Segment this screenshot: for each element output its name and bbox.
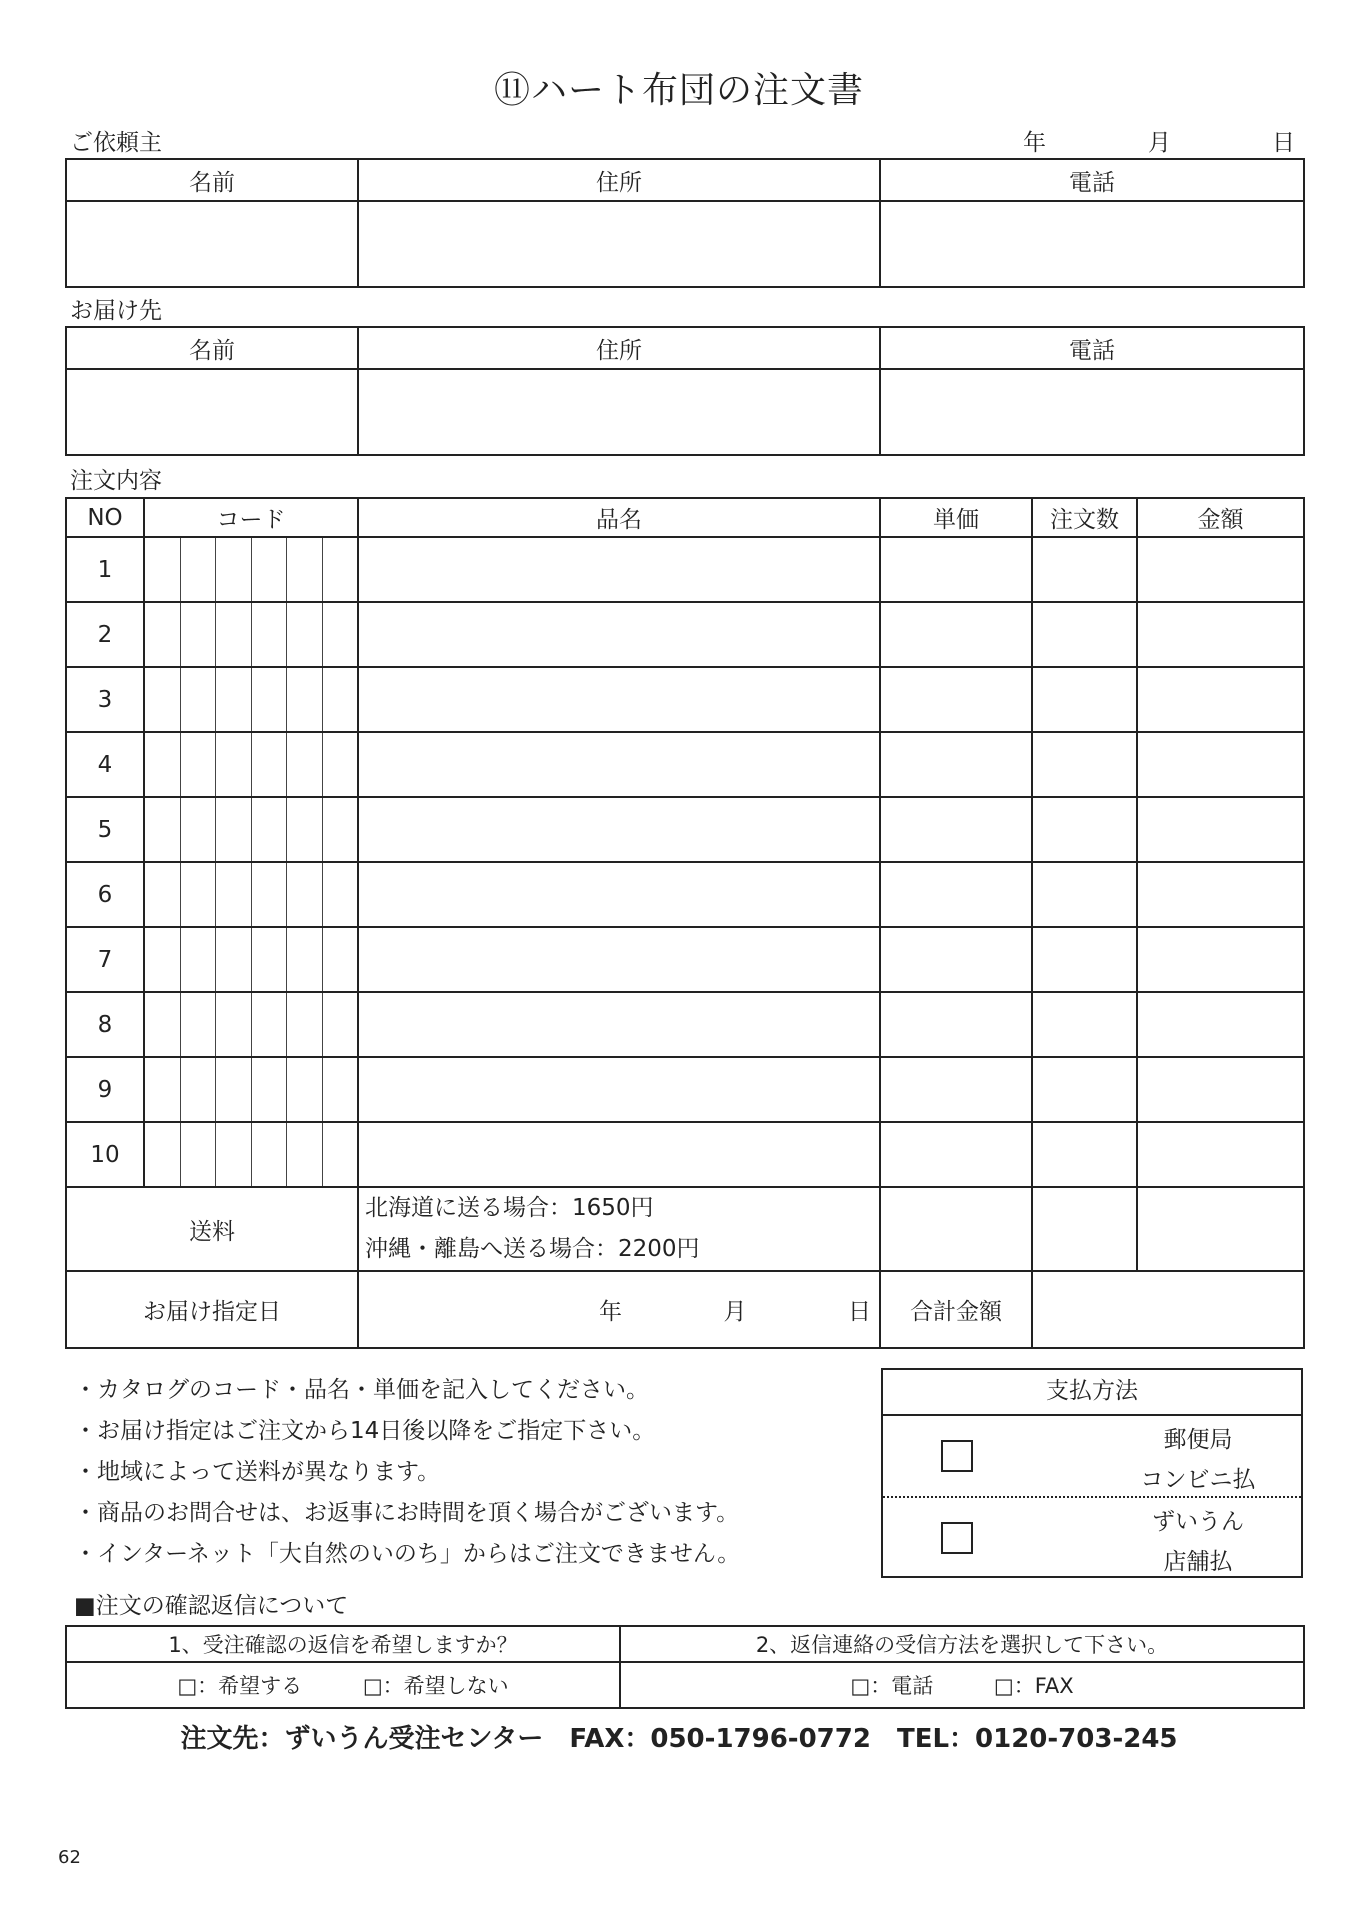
- code-digit-cell[interactable]: [181, 733, 217, 796]
- requester-name-header: 名前: [66, 159, 358, 201]
- order-row: [66, 1122, 1304, 1187]
- note-item: ・お届け指定はご注文から14日後以降をご指定下さい。: [74, 1418, 656, 1444]
- code-field[interactable]: [144, 537, 358, 602]
- requester-address-header: 住所: [358, 159, 880, 201]
- unit-price-field[interactable]: [880, 602, 1032, 667]
- code-digit-cell[interactable]: [252, 863, 288, 926]
- code-field[interactable]: [144, 732, 358, 797]
- payment-option-store: [883, 1498, 1301, 1578]
- row-number: 6: [66, 862, 144, 927]
- code-digit-cell[interactable]: [287, 538, 323, 601]
- code-digit-cell[interactable]: [216, 863, 252, 926]
- code-digit-cell[interactable]: [323, 798, 358, 861]
- reply-fax-option[interactable]: □：FAX: [993, 1674, 1074, 1698]
- item-name-field[interactable]: [358, 992, 880, 1057]
- code-digit-cell[interactable]: [216, 668, 252, 731]
- code-digit-cell[interactable]: [145, 928, 181, 991]
- delivery-date-year: 年: [599, 1299, 622, 1325]
- quantity-field[interactable]: [1032, 732, 1137, 797]
- shipping-info: [358, 1187, 880, 1271]
- code-digit-cell[interactable]: [181, 863, 217, 926]
- note-item: ・カタログのコード・品名・単価を記入してください。: [74, 1377, 649, 1403]
- order-row: [66, 992, 1304, 1057]
- quantity-field[interactable]: [1032, 537, 1137, 602]
- amount-field[interactable]: [1137, 1057, 1304, 1122]
- order-row: [66, 667, 1304, 732]
- unit-price-header: 単価: [880, 498, 1032, 537]
- item-header: 品名: [358, 498, 880, 537]
- confirmation-title: ■注文の確認返信について: [74, 1593, 349, 1619]
- total-label: 合計金額: [880, 1271, 1032, 1348]
- code-digit-cell[interactable]: [287, 668, 323, 731]
- code-field[interactable]: [144, 1122, 358, 1187]
- shipping-okinawa: 沖縄・離島へ送る場合：2200円: [365, 1236, 700, 1262]
- confirmation-table: [65, 1625, 1305, 1709]
- code-digit-cell[interactable]: [287, 928, 323, 991]
- item-name-field[interactable]: [358, 797, 880, 862]
- confirmation-q1-options: [66, 1662, 620, 1708]
- note-item: ・インターネット「大自然のいのち」からはご注文できません。: [74, 1541, 741, 1567]
- row-number: 9: [66, 1057, 144, 1122]
- delivery-phone-header: 電話: [880, 327, 1304, 369]
- requester-label: ご依頼主: [70, 130, 162, 156]
- shipping-label: 送料: [66, 1187, 358, 1271]
- reply-phone-option[interactable]: □：電話: [850, 1674, 934, 1698]
- shipping-amount-field[interactable]: [1137, 1187, 1304, 1271]
- delivery-date-field[interactable]: [358, 1271, 880, 1348]
- requester-phone-header: 電話: [880, 159, 1304, 201]
- unit-price-field[interactable]: [880, 992, 1032, 1057]
- order-row: [66, 1057, 1304, 1122]
- order-row: [66, 862, 1304, 927]
- code-digit-cell[interactable]: [323, 733, 358, 796]
- item-name-field[interactable]: [358, 667, 880, 732]
- row-number: 10: [66, 1122, 144, 1187]
- item-name-field[interactable]: [358, 732, 880, 797]
- code-digit-cell[interactable]: [145, 668, 181, 731]
- code-digit-cell[interactable]: [216, 1058, 252, 1121]
- confirmation-want-option[interactable]: □：希望する: [177, 1674, 303, 1698]
- row-number: 2: [66, 602, 144, 667]
- code-digit-cell[interactable]: [181, 603, 217, 666]
- shipping-unit-price-field[interactable]: [880, 1187, 1032, 1271]
- page-title: ⑪ハート布団の注文書: [493, 70, 864, 111]
- delivery-phone-field[interactable]: [880, 369, 1304, 455]
- row-number: 3: [66, 667, 144, 732]
- unit-price-field[interactable]: [880, 797, 1032, 862]
- code-digit-cell[interactable]: [252, 603, 288, 666]
- delivery-name-header: 名前: [66, 327, 358, 369]
- page-number: 62: [58, 1847, 81, 1868]
- amount-field[interactable]: [1137, 537, 1304, 602]
- quantity-field[interactable]: [1032, 1122, 1137, 1187]
- code-digit-cell[interactable]: [181, 928, 217, 991]
- code-digit-cell[interactable]: [252, 1123, 288, 1186]
- code-digit-cell[interactable]: [145, 538, 181, 601]
- payment-post-office-checkbox[interactable]: [941, 1440, 973, 1472]
- delivery-date-label: お届け指定日: [66, 1271, 358, 1348]
- unit-price-field[interactable]: [880, 732, 1032, 797]
- code-digit-cell[interactable]: [287, 798, 323, 861]
- item-name-field[interactable]: [358, 1122, 880, 1187]
- order-table: [65, 497, 1305, 1349]
- notes-list: [74, 1370, 740, 1575]
- requester-date-day: 日: [1272, 130, 1295, 156]
- code-digit-cell[interactable]: [252, 993, 288, 1056]
- requester-phone-field[interactable]: [880, 201, 1304, 287]
- code-digit-cell[interactable]: [145, 733, 181, 796]
- quantity-field[interactable]: [1032, 992, 1137, 1057]
- row-number: 7: [66, 927, 144, 992]
- requester-address-field[interactable]: [358, 201, 880, 287]
- code-digit-cell[interactable]: [252, 668, 288, 731]
- code-field[interactable]: [144, 1057, 358, 1122]
- amount-field[interactable]: [1137, 927, 1304, 992]
- code-digit-cell[interactable]: [145, 863, 181, 926]
- qty-header: 注文数: [1032, 498, 1137, 537]
- code-field[interactable]: [144, 667, 358, 732]
- code-digit-cell[interactable]: [181, 538, 217, 601]
- code-digit-cell[interactable]: [216, 993, 252, 1056]
- confirmation-q1: 1、受注確認の返信を希望しますか？: [66, 1626, 620, 1662]
- amount-field[interactable]: [1137, 1122, 1304, 1187]
- code-digit-cell[interactable]: [323, 1123, 358, 1186]
- delivery-address-field[interactable]: [358, 369, 880, 455]
- item-name-field[interactable]: [358, 1057, 880, 1122]
- code-field[interactable]: [144, 992, 358, 1057]
- code-digit-cell[interactable]: [181, 1058, 217, 1121]
- row-number: 8: [66, 992, 144, 1057]
- delivery-date-month: 月: [723, 1299, 747, 1325]
- amount-field[interactable]: [1137, 602, 1304, 667]
- quantity-field[interactable]: [1032, 862, 1137, 927]
- code-digit-cell[interactable]: [323, 538, 358, 601]
- order-row: [66, 732, 1304, 797]
- order-label: 注文内容: [70, 468, 162, 494]
- payment-option2-line1: ずいうん: [1152, 1509, 1244, 1535]
- payment-option-post-office: [883, 1416, 1301, 1498]
- code-digit-cell[interactable]: [287, 603, 323, 666]
- code-digit-cell[interactable]: [323, 603, 358, 666]
- payment-method-box: [881, 1368, 1303, 1578]
- unit-price-field[interactable]: [880, 1057, 1032, 1122]
- code-digit-cell[interactable]: [252, 733, 288, 796]
- confirmation-q2: 2、返信連絡の受信方法を選択して下さい。: [620, 1626, 1304, 1662]
- code-digit-cell[interactable]: [145, 603, 181, 666]
- code-digit-cell[interactable]: [252, 1058, 288, 1121]
- confirmation-not-want-option[interactable]: □：希望しない: [362, 1674, 509, 1698]
- amount-header: 金額: [1137, 498, 1304, 537]
- unit-price-field[interactable]: [880, 667, 1032, 732]
- requester-date-month: 月: [1148, 130, 1171, 156]
- code-digit-cell[interactable]: [323, 993, 358, 1056]
- code-digit-cell[interactable]: [323, 668, 358, 731]
- code-digit-cell[interactable]: [216, 1123, 252, 1186]
- delivery-address-header: 住所: [358, 327, 880, 369]
- unit-price-field[interactable]: [880, 927, 1032, 992]
- order-contact: 注文先：ずいうん受注センター FAX：050-1796-0772 TEL：0120-703-245: [180, 1724, 1178, 1754]
- item-name-field[interactable]: [358, 602, 880, 667]
- note-item: ・地域によって送料が異なります。: [74, 1459, 441, 1485]
- item-name-field[interactable]: [358, 862, 880, 927]
- amount-field[interactable]: [1137, 992, 1304, 1057]
- code-digit-cell[interactable]: [216, 798, 252, 861]
- code-digit-cell[interactable]: [145, 1123, 181, 1186]
- shipping-qty-field[interactable]: [1032, 1187, 1137, 1271]
- quantity-field[interactable]: [1032, 667, 1137, 732]
- code-field[interactable]: [144, 862, 358, 927]
- code-digit-cell[interactable]: [287, 1058, 323, 1121]
- unit-price-field[interactable]: [880, 1122, 1032, 1187]
- unit-price-field[interactable]: [880, 862, 1032, 927]
- code-digit-cell[interactable]: [216, 538, 252, 601]
- note-item: ・商品のお問合せは、お返事にお時間を頂く場合がございます。: [74, 1500, 740, 1526]
- payment-option2-line2: 店舗払: [1163, 1549, 1233, 1575]
- payment-option1-line1: 郵便局: [1163, 1427, 1233, 1453]
- delivery-name-field[interactable]: [66, 369, 358, 455]
- requester-table: [65, 158, 1305, 288]
- delivery-label: お届け先: [70, 298, 162, 324]
- item-name-field[interactable]: [358, 927, 880, 992]
- item-name-field[interactable]: [358, 537, 880, 602]
- code-digit-cell[interactable]: [287, 1123, 323, 1186]
- amount-field[interactable]: [1137, 667, 1304, 732]
- code-digit-cell[interactable]: [216, 603, 252, 666]
- payment-method-title: 支払方法: [883, 1370, 1301, 1416]
- quantity-field[interactable]: [1032, 1057, 1137, 1122]
- code-digit-cell[interactable]: [181, 668, 217, 731]
- requester-date-year: 年: [1023, 130, 1046, 156]
- order-row: [66, 537, 1304, 602]
- code-digit-cell[interactable]: [287, 993, 323, 1056]
- order-row: [66, 797, 1304, 862]
- code-digit-cell[interactable]: [323, 928, 358, 991]
- code-digit-cell[interactable]: [216, 928, 252, 991]
- row-number: 5: [66, 797, 144, 862]
- code-digit-cell[interactable]: [252, 798, 288, 861]
- code-digit-cell[interactable]: [181, 993, 217, 1056]
- unit-price-field[interactable]: [880, 537, 1032, 602]
- delivery-table: [65, 326, 1305, 456]
- amount-field[interactable]: [1137, 862, 1304, 927]
- code-digit-cell[interactable]: [252, 538, 288, 601]
- row-number: 1: [66, 537, 144, 602]
- order-row: [66, 927, 1304, 992]
- no-header: NO: [66, 498, 144, 537]
- code-field[interactable]: [144, 797, 358, 862]
- payment-option1-line2: コンビニ払: [1140, 1467, 1256, 1493]
- code-digit-cell[interactable]: [323, 863, 358, 926]
- code-digit-cell[interactable]: [252, 928, 288, 991]
- code-field[interactable]: [144, 927, 358, 992]
- confirmation-q2-options: [620, 1662, 1304, 1708]
- row-number: 4: [66, 732, 144, 797]
- code-digit-cell[interactable]: [287, 863, 323, 926]
- code-header: コード: [144, 498, 358, 537]
- shipping-hokkaido: 北海道に送る場合：1650円: [365, 1195, 654, 1221]
- requester-name-field[interactable]: [66, 201, 358, 287]
- total-amount-field[interactable]: [1032, 1271, 1304, 1348]
- quantity-field[interactable]: [1032, 927, 1137, 992]
- code-digit-cell[interactable]: [145, 1058, 181, 1121]
- code-digit-cell[interactable]: [287, 733, 323, 796]
- code-digit-cell[interactable]: [181, 1123, 217, 1186]
- code-digit-cell[interactable]: [145, 993, 181, 1056]
- order-row: [66, 602, 1304, 667]
- code-digit-cell[interactable]: [216, 733, 252, 796]
- amount-field[interactable]: [1137, 732, 1304, 797]
- amount-field[interactable]: [1137, 797, 1304, 862]
- quantity-field[interactable]: [1032, 602, 1137, 667]
- code-field[interactable]: [144, 602, 358, 667]
- code-digit-cell[interactable]: [323, 1058, 358, 1121]
- quantity-field[interactable]: [1032, 797, 1137, 862]
- code-digit-cell[interactable]: [181, 798, 217, 861]
- delivery-date-day: 日: [848, 1299, 871, 1325]
- payment-store-checkbox[interactable]: [941, 1522, 973, 1554]
- code-digit-cell[interactable]: [145, 798, 181, 861]
